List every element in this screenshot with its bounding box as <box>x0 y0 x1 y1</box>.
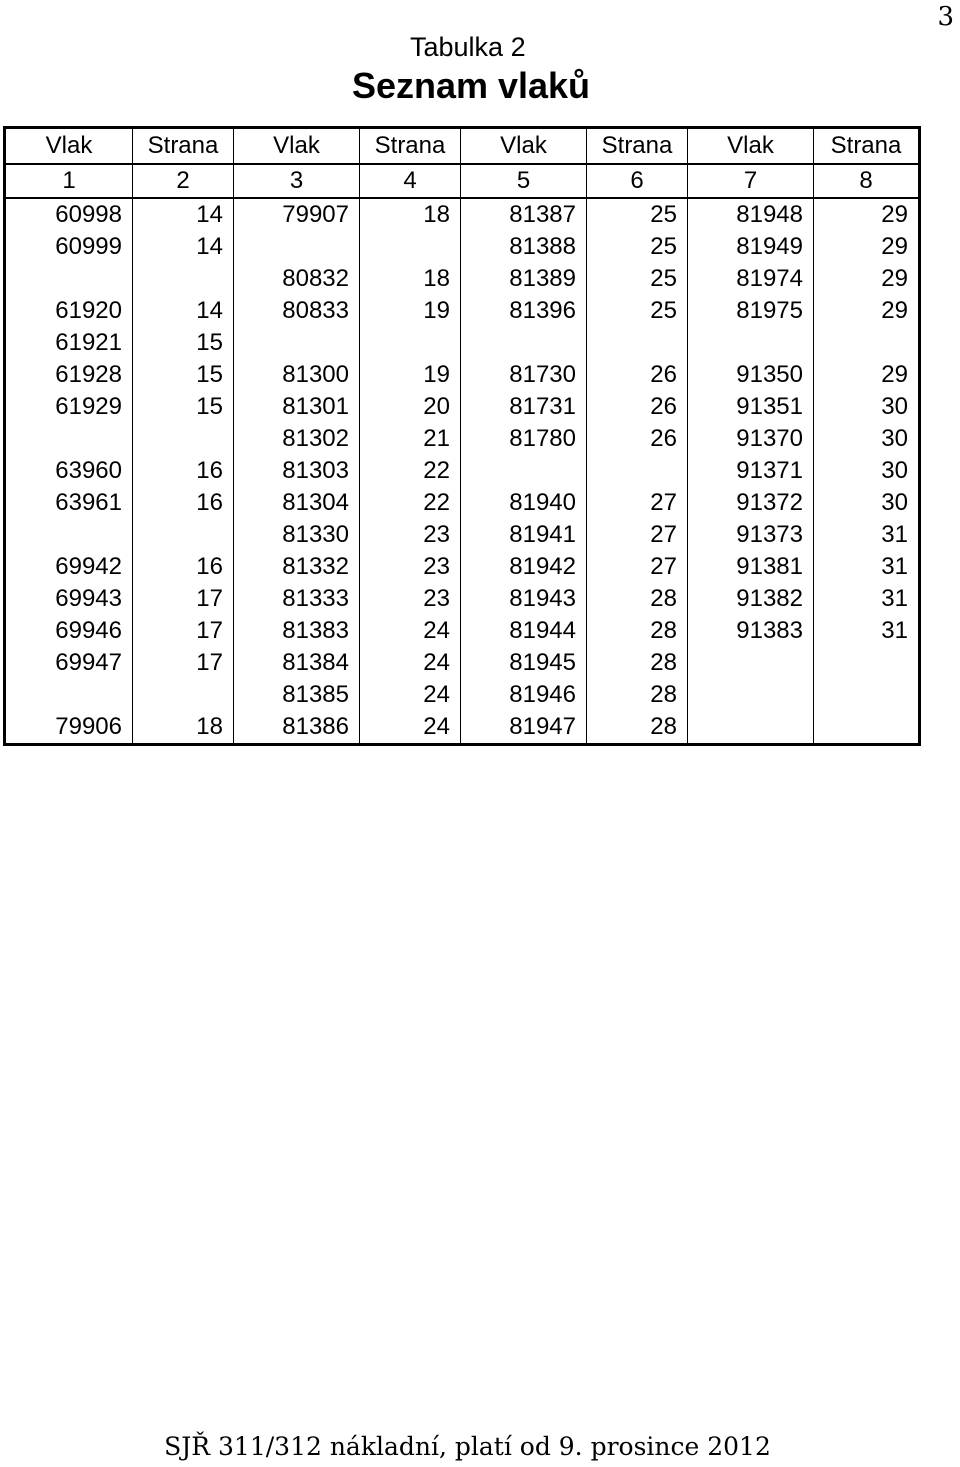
train-number-cell: 63960 <box>5 455 133 487</box>
page-cell: 28 <box>587 583 688 615</box>
page-number: 3 <box>937 2 954 32</box>
page-cell: 25 <box>587 198 688 231</box>
train-number-cell: 69947 <box>5 647 133 679</box>
train-number-cell <box>461 327 587 359</box>
page-cell <box>814 679 920 711</box>
column-header: Strana <box>360 128 461 165</box>
page-cell: 28 <box>587 711 688 745</box>
train-number-cell: 81949 <box>688 231 814 263</box>
column-number: 6 <box>587 164 688 198</box>
page-cell: 26 <box>587 423 688 455</box>
train-number-cell: 91373 <box>688 519 814 551</box>
table-row <box>5 711 920 745</box>
train-number-cell <box>5 263 133 295</box>
page-cell: 30 <box>814 391 920 423</box>
table-row <box>5 455 920 487</box>
table-row <box>5 423 920 455</box>
train-number-cell: 61928 <box>5 359 133 391</box>
train-number-cell: 81330 <box>234 519 360 551</box>
train-number-cell <box>234 231 360 263</box>
train-number-cell: 91382 <box>688 583 814 615</box>
train-number-cell: 81942 <box>461 551 587 583</box>
page-cell: 18 <box>360 263 461 295</box>
page-cell: 24 <box>360 711 461 745</box>
train-number-cell <box>688 647 814 679</box>
train-number-cell <box>461 455 587 487</box>
page-cell: 29 <box>814 359 920 391</box>
page-cell: 31 <box>814 551 920 583</box>
page-cell <box>133 423 234 455</box>
train-number-cell: 60998 <box>5 198 133 231</box>
page-cell: 22 <box>360 487 461 519</box>
train-number-cell: 81386 <box>234 711 360 745</box>
train-number-cell: 81731 <box>461 391 587 423</box>
table-row <box>5 519 920 551</box>
page-cell: 24 <box>360 679 461 711</box>
page-cell <box>360 231 461 263</box>
train-number-cell: 61929 <box>5 391 133 423</box>
page-cell <box>587 327 688 359</box>
train-number-cell <box>234 327 360 359</box>
train-number-cell: 80832 <box>234 263 360 295</box>
train-number-cell: 69942 <box>5 551 133 583</box>
page-cell: 31 <box>814 583 920 615</box>
table-row <box>5 198 920 231</box>
page-cell: 28 <box>587 679 688 711</box>
table-row <box>5 391 920 423</box>
train-number-cell: 91351 <box>688 391 814 423</box>
train-number-cell: 81730 <box>461 359 587 391</box>
page-cell: 29 <box>814 198 920 231</box>
page-cell <box>133 519 234 551</box>
column-header: Vlak <box>461 128 587 165</box>
train-number-cell: 81383 <box>234 615 360 647</box>
train-number-cell: 81945 <box>461 647 587 679</box>
column-header: Strana <box>587 128 688 165</box>
train-number-cell: 79906 <box>5 711 133 745</box>
train-number-cell: 79907 <box>234 198 360 231</box>
page-cell: 20 <box>360 391 461 423</box>
train-number-cell: 91381 <box>688 551 814 583</box>
train-number-cell <box>5 679 133 711</box>
page-cell: 17 <box>133 647 234 679</box>
train-number-cell: 61921 <box>5 327 133 359</box>
page-cell: 15 <box>133 327 234 359</box>
column-header: Strana <box>133 128 234 165</box>
train-number-cell: 80833 <box>234 295 360 327</box>
train-number-cell <box>688 679 814 711</box>
train-number-cell: 81947 <box>461 711 587 745</box>
page-cell: 23 <box>360 551 461 583</box>
page-cell: 29 <box>814 295 920 327</box>
train-number-cell: 81300 <box>234 359 360 391</box>
page-cell: 25 <box>587 295 688 327</box>
train-number-cell: 91350 <box>688 359 814 391</box>
page-cell: 15 <box>133 359 234 391</box>
page-cell <box>133 263 234 295</box>
train-number-cell: 81941 <box>461 519 587 551</box>
page-cell <box>360 327 461 359</box>
column-header: Vlak <box>5 128 133 165</box>
page-cell: 15 <box>133 391 234 423</box>
table-row <box>5 583 920 615</box>
train-number-cell <box>5 519 133 551</box>
train-number-cell: 60999 <box>5 231 133 263</box>
train-number-cell: 81975 <box>688 295 814 327</box>
table-body <box>5 198 920 745</box>
train-list-table <box>3 126 921 746</box>
train-number-cell: 91383 <box>688 615 814 647</box>
column-number: 1 <box>5 164 133 198</box>
table-row <box>5 615 920 647</box>
train-number-cell: 69943 <box>5 583 133 615</box>
page-cell: 24 <box>360 615 461 647</box>
train-number-cell: 81389 <box>461 263 587 295</box>
column-number: 8 <box>814 164 920 198</box>
page-cell: 21 <box>360 423 461 455</box>
train-number-cell: 91372 <box>688 487 814 519</box>
page-cell <box>814 327 920 359</box>
footer: SJŘ 311/312 nákladní, platí od 9. prosince 2012 <box>164 1432 771 1461</box>
train-number-cell: 81943 <box>461 583 587 615</box>
train-number-cell: 81385 <box>234 679 360 711</box>
page-cell <box>814 711 920 745</box>
table-row <box>5 295 920 327</box>
table-row <box>5 551 920 583</box>
page-cell: 27 <box>587 519 688 551</box>
column-number: 3 <box>234 164 360 198</box>
table-row <box>5 487 920 519</box>
page-cell: 24 <box>360 647 461 679</box>
table-row <box>5 327 920 359</box>
train-number-cell: 81974 <box>688 263 814 295</box>
page-cell: 16 <box>133 455 234 487</box>
column-header: Strana <box>814 128 920 165</box>
page-cell: 25 <box>587 263 688 295</box>
column-number: 5 <box>461 164 587 198</box>
column-header: Vlak <box>688 128 814 165</box>
page-cell: 28 <box>587 647 688 679</box>
page-cell: 26 <box>587 359 688 391</box>
page-cell <box>133 679 234 711</box>
train-number-cell: 63961 <box>5 487 133 519</box>
page-cell: 17 <box>133 615 234 647</box>
train-number-cell: 81301 <box>234 391 360 423</box>
page-cell: 30 <box>814 423 920 455</box>
train-number-cell: 81940 <box>461 487 587 519</box>
page-cell: 30 <box>814 455 920 487</box>
page-cell: 14 <box>133 295 234 327</box>
page-cell: 23 <box>360 583 461 615</box>
train-number-cell: 81944 <box>461 615 587 647</box>
table-row <box>5 263 920 295</box>
page-cell: 23 <box>360 519 461 551</box>
train-number-cell: 81303 <box>234 455 360 487</box>
column-header: Vlak <box>234 128 360 165</box>
page-cell: 17 <box>133 583 234 615</box>
train-number-cell: 81332 <box>234 551 360 583</box>
page-cell: 14 <box>133 198 234 231</box>
train-number-cell: 61920 <box>5 295 133 327</box>
page-cell: 16 <box>133 551 234 583</box>
page-cell: 19 <box>360 359 461 391</box>
page-cell: 31 <box>814 615 920 647</box>
train-number-cell: 81780 <box>461 423 587 455</box>
train-number-cell <box>688 711 814 745</box>
page-cell: 18 <box>360 198 461 231</box>
table-row <box>5 359 920 391</box>
table-row <box>5 647 920 679</box>
table-row <box>5 231 920 263</box>
page-cell: 27 <box>587 551 688 583</box>
page-cell: 19 <box>360 295 461 327</box>
train-number-cell: 81304 <box>234 487 360 519</box>
train-number-cell: 81388 <box>461 231 587 263</box>
train-number-cell: 81302 <box>234 423 360 455</box>
column-number: 7 <box>688 164 814 198</box>
train-number-cell: 69946 <box>5 615 133 647</box>
train-number-cell <box>688 327 814 359</box>
train-number-cell: 81396 <box>461 295 587 327</box>
page-cell: 30 <box>814 487 920 519</box>
train-number-cell: 91371 <box>688 455 814 487</box>
page-cell: 22 <box>360 455 461 487</box>
page-cell: 14 <box>133 231 234 263</box>
page-cell: 29 <box>814 263 920 295</box>
column-number: 2 <box>133 164 234 198</box>
train-number-cell: 81387 <box>461 198 587 231</box>
column-header-row <box>5 128 920 165</box>
page-cell: 27 <box>587 487 688 519</box>
page-cell <box>814 647 920 679</box>
table-caption: Tabulka 2 <box>410 32 526 62</box>
page-cell: 29 <box>814 231 920 263</box>
page-cell: 18 <box>133 711 234 745</box>
train-number-cell: 81948 <box>688 198 814 231</box>
train-number-cell: 81946 <box>461 679 587 711</box>
page-cell: 16 <box>133 487 234 519</box>
column-number-row <box>5 164 920 198</box>
column-number: 4 <box>360 164 461 198</box>
page-cell: 25 <box>587 231 688 263</box>
train-number-cell: 81333 <box>234 583 360 615</box>
page-title: Seznam vlaků <box>351 65 591 106</box>
train-number-cell: 81384 <box>234 647 360 679</box>
page-cell: 28 <box>587 615 688 647</box>
table-row <box>5 679 920 711</box>
train-number-cell <box>5 423 133 455</box>
page-cell: 31 <box>814 519 920 551</box>
page-cell <box>587 455 688 487</box>
train-number-cell: 91370 <box>688 423 814 455</box>
page-cell: 26 <box>587 391 688 423</box>
